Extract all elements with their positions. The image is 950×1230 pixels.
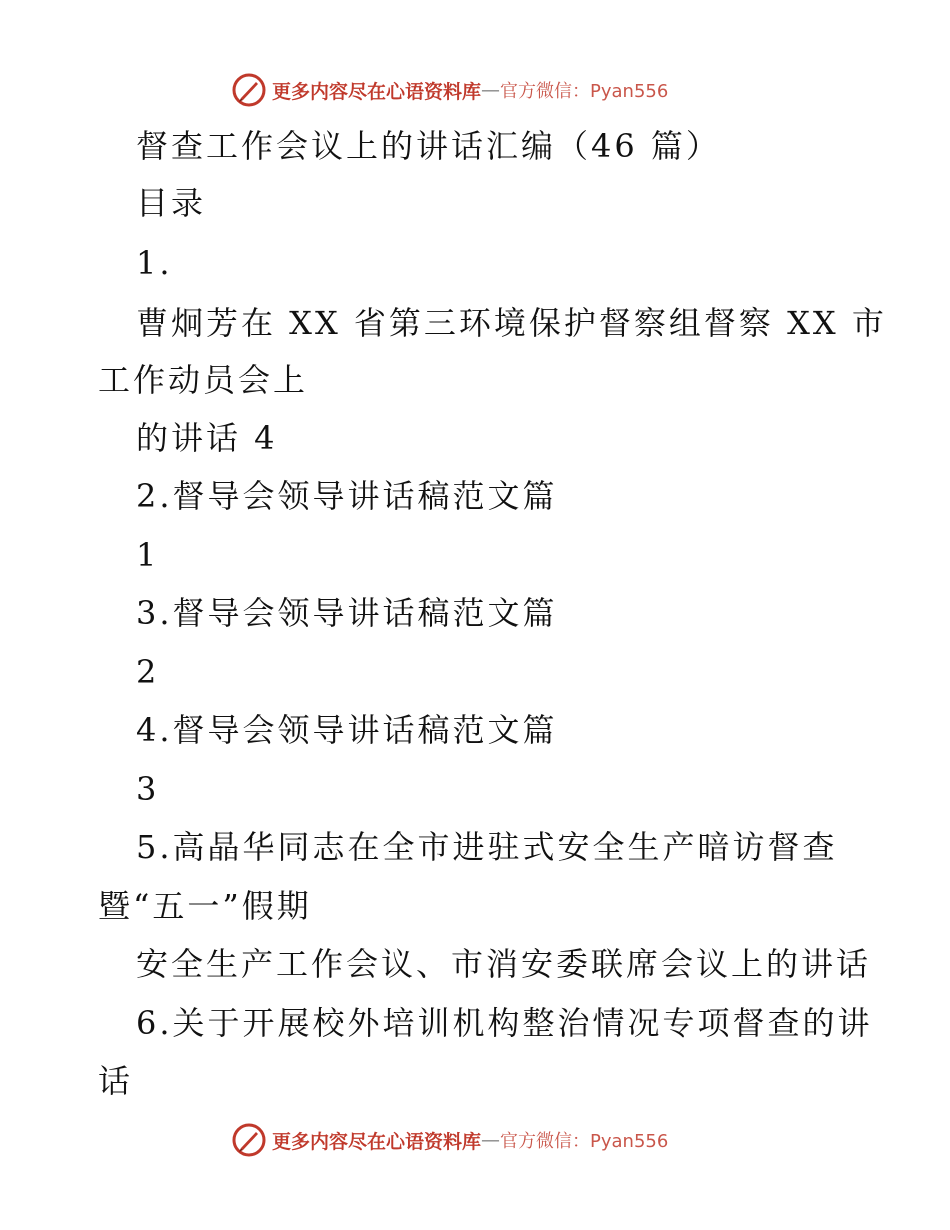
toc-heading: 目录 bbox=[136, 184, 207, 222]
toc-line: 2.督导会领导讲话稿范文篇 bbox=[136, 477, 558, 515]
banner-separator: — bbox=[481, 79, 501, 101]
banner-separator: — bbox=[481, 1129, 501, 1151]
toc-line: 4.督导会领导讲话稿范文篇 bbox=[136, 711, 558, 749]
toc-line: 的讲话 4 bbox=[136, 419, 278, 457]
header-banner bbox=[232, 70, 668, 110]
toc-line: 3.督导会领导讲话稿范文篇 bbox=[136, 594, 558, 632]
toc-line: 1. bbox=[136, 244, 173, 282]
banner-text: 更多内容尽在心语资料库 bbox=[272, 1130, 482, 1153]
toc-line: 1 bbox=[136, 536, 160, 574]
banner-contact: 官方微信：Pyan556 bbox=[500, 1131, 669, 1152]
toc-line: 3 bbox=[136, 770, 160, 808]
quill-pen-logo-icon bbox=[232, 73, 266, 107]
footer-banner bbox=[232, 1120, 668, 1160]
toc-line: 安全生产工作会议、市消安委联席会议上的讲话 bbox=[136, 945, 872, 983]
toc-line: 6.关于开展校外培训机构整治情况专项督查的讲 bbox=[136, 1004, 873, 1042]
toc-line: 2 bbox=[136, 653, 160, 691]
toc-line: 话 bbox=[98, 1062, 134, 1100]
banner-text: 更多内容尽在心语资料库 bbox=[272, 80, 482, 103]
toc-line: 5.高晶华同志在全市进驻式安全生产暗访督查 bbox=[136, 828, 838, 866]
toc-line: 工作动员会上 bbox=[98, 361, 309, 399]
document-title: 督查工作会议上的讲话汇编（46 篇） bbox=[136, 127, 721, 165]
toc-line: 曹炯芳在 XX 省第三环境保护督察组督察 XX 市 bbox=[136, 304, 887, 342]
banner-contact: 官方微信：Pyan556 bbox=[500, 81, 669, 102]
quill-pen-logo-icon bbox=[232, 1123, 266, 1157]
toc-line: 暨“五一”假期 bbox=[98, 887, 312, 925]
